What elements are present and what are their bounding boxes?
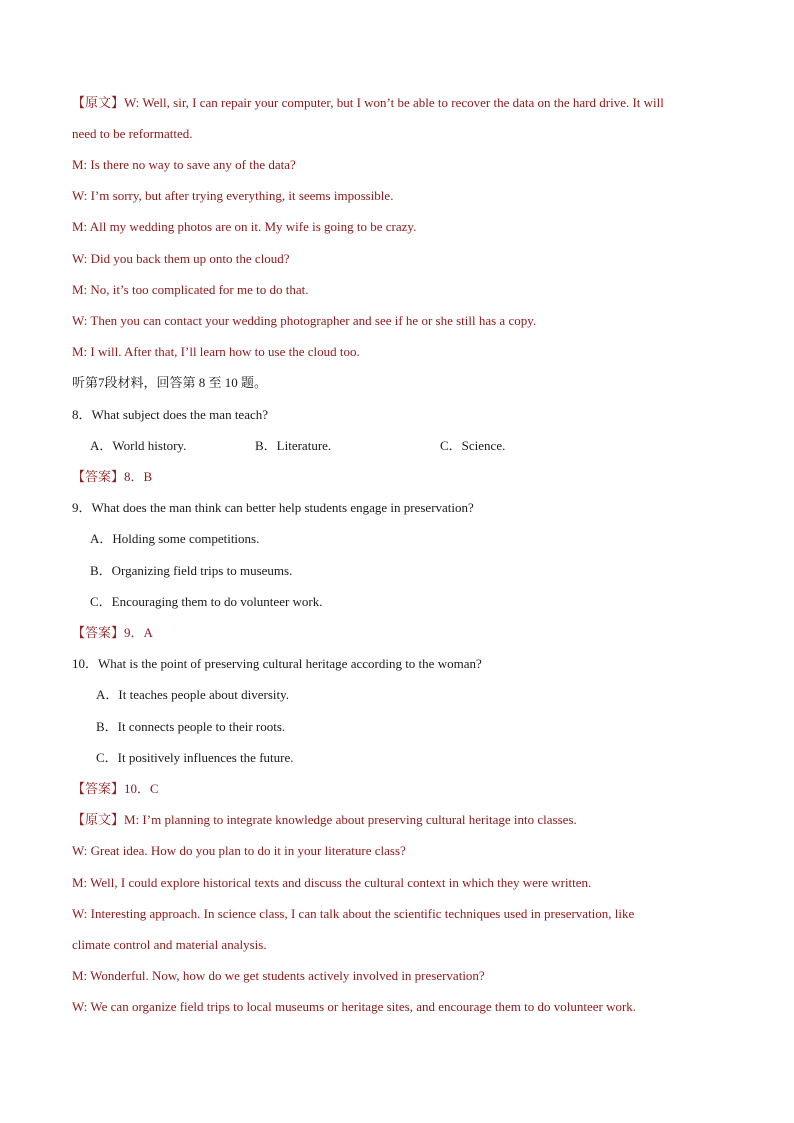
q10-option-c: C．It positively influences the future. (96, 750, 294, 765)
transcript1-line3: M: Is there no way to save any of the data? (72, 157, 296, 172)
transcript1-line2: need to be reformatted. (72, 126, 193, 141)
q10-answer-tag: 【答案】 (72, 781, 125, 796)
q9-option-b: B．Organizing field trips to museums. (90, 563, 293, 578)
q10-answer-line (72, 780, 722, 798)
transcript1-line5: M: All my wedding photos are on it. My wife is going to be crazy. (72, 219, 417, 234)
q10-answer: 10．C (124, 781, 159, 796)
q8-answer-tag: 【答案】 (72, 469, 125, 484)
q10-option-a: A．It teaches people about diversity. (96, 687, 290, 702)
q9-answer-tag: 【答案】 (72, 625, 125, 640)
transcript2-line5: climate control and material analysis. (72, 937, 267, 952)
transcript1-line6: W: Did you back them up onto the cloud? (72, 251, 290, 266)
transcript1-tag: 【原文】 (72, 95, 125, 110)
transcript1-line1 (72, 94, 722, 112)
q8-option-b: B．Literature. (255, 438, 332, 453)
transcript1-line9: M: I will. After that, I’ll learn how to use the cloud too. (72, 344, 360, 359)
transcript2-tag: 【原文】 (72, 812, 125, 827)
q9-answer-line (72, 624, 722, 642)
transcript2-line2: W: Great idea. How do you plan to do it in your literature class? (72, 843, 406, 858)
transcript2-line1 (72, 811, 722, 829)
transcript1-line1-text: W: Well, sir, I can repair your computer, but I won’t be able to recover the data on the hard drive. It will (124, 95, 664, 110)
transcript1-line4: W: I’m sorry, but after trying everything, it seems impossible. (72, 188, 394, 203)
q8-question: 8．What subject does the man teach? (72, 407, 269, 422)
transcript2-line4: W: Interesting approach. In science class, I can talk about the scientific techniques used in preservation, like (72, 906, 635, 921)
q8-options (90, 437, 722, 455)
transcript2-line7: W: We can organize field trips to local museums or heritage sites, and encourage them to do volunteer work. (72, 999, 637, 1014)
q9-answer: 9．A (124, 625, 153, 640)
transcript2-line1-text: M: I’m planning to integrate knowledge about preserving cultural heritage into classes. (124, 812, 577, 827)
q8-option-c: C．Science. (440, 438, 506, 453)
q8-option-a: A．World history. (90, 438, 187, 453)
q8-answer-line (72, 468, 722, 486)
q9-question: 9．What does the man think can better help students engage in preservation? (72, 500, 474, 515)
transcript1-line7: M: No, it’s too complicated for me to do that. (72, 282, 309, 297)
q9-option-a: A．Holding some competitions. (90, 531, 260, 546)
transcript1-line8: W: Then you can contact your wedding photographer and see if he or she still has a copy. (72, 313, 537, 328)
q10-option-b: B．It connects people to their roots. (96, 719, 286, 734)
q10-question: 10．What is the point of preserving cultural heritage according to the woman? (72, 656, 482, 671)
section-instruction: 听第7段材料，回答第 8 至 10 题。 (72, 375, 268, 390)
q9-option-c: C．Encouraging them to do volunteer work. (90, 594, 323, 609)
transcript2-line6: M: Wonderful. Now, how do we get students actively involved in preservation? (72, 968, 485, 983)
transcript2-line3: M: Well, I could explore historical texts and discuss the cultural context in which they were written. (72, 875, 592, 890)
q8-answer: 8．B (124, 469, 153, 484)
